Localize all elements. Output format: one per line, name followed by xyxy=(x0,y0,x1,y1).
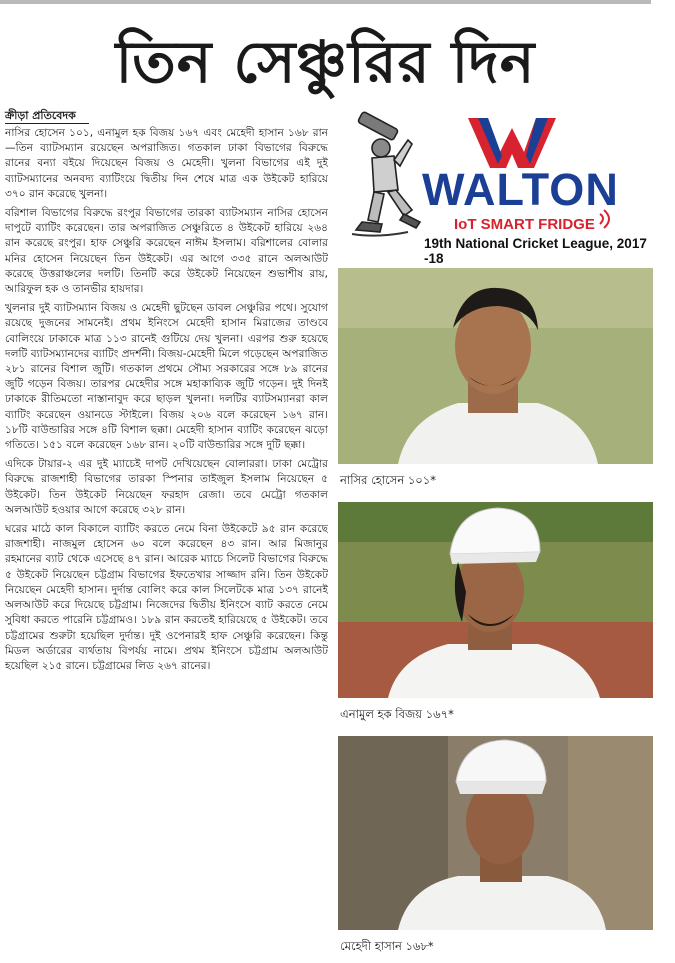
player-photo xyxy=(338,268,653,464)
article-paragraph: নাসির হোসেন ১০১, এনামুল হক বিজয় ১৬৭ এবং মেহেদী হাসান ১৬৮ রান—তিন ব্যাটসম্যান রয়েছেন অপরাজিত। গতকাল ঢাকা বিভাগের বিরুদ্ধে রানের বন্যা বইয়ে দিয়েছেন বিজয় ও মেহেদী। খুলনা বিভাগের এই দুই ব্যাটসম্যানের অনবদ্য ব্যাটিংয়ে দ্বিতীয় দিন শেষে মাত্র এক উইকেট হারিয়ে ৩৭০ রান করেছে খুলনা। xyxy=(5,127,328,200)
headline: তিন সেঞ্চুরির দিন xyxy=(115,28,536,96)
top-rule xyxy=(0,0,651,4)
article-body xyxy=(5,126,328,960)
article-paragraph: এদিকে টায়ার-২ এর দুই ম্যাচেই দাপট দেখিয়েছেন বোলাররা। ঢাকা মেট্রোর বিরুদ্ধে রাজশাহী বিভাগের তারকা স্পিনার তাইজুল ইসলাম নিয়েছেন ৫ উইকেট। তিন উইকেট নিয়েছেন ফরহাদ রেজা। তবে মেট্রো গতকাল অলআউট হওয়ার আগে করেছে ৩২৮ রান। xyxy=(5,458,328,516)
byline-underline xyxy=(5,123,89,124)
sponsor-event: 19th National Cricket League, 2017 -18 xyxy=(424,236,647,266)
photo-caption: এনামুল হক বিজয় ১৬৭* xyxy=(340,707,454,721)
sponsor-brand: WALTON xyxy=(422,164,619,215)
article-paragraph: বরিশাল বিভাগের বিরুদ্ধে রংপুর বিভাগের তারকা ব্যাটসম্যান নাসির হোসেন দাপুটে ব্যাটিং করেছেন। তার অপরাজিত সেঞ্চুরিতে ৪ উইকেট হারিয়ে ২৬৪ রান করেছে রংপুর। হাফ সেঞ্চুরি করেছেন নাঈম ইসলাম। বরিশালের বোলার মনির হোসেন নিয়েছেন তিন উইকেট। এর আগে ৩৩৫ রানে অলআউট করেছে উত্তরাঞ্চলের দলটি। তিনটি করে উইকেট নিয়েছেন শুভাশীষ রায়, আরিফুল হক ও তানভীর হায়দার। xyxy=(5,207,328,296)
byline: ক্রীড়া প্রতিবেদক xyxy=(5,109,76,122)
photo-caption: নাসির হোসেন ১০১* xyxy=(340,473,436,487)
article-paragraph: ঘরের মাঠে কাল বিকালে ব্যাটিং করতে নেমে বিনা উইকেটে ৯৫ রান করেছে রাজশাহী। নাজমুল হোসেন ৬০ বলে করেছেন ৪৩ রান। আর মিজানুর রহমানের ব্যাট থেকে এসেছে ৪৭ রান। আরেক ম্যাচে সিলেট বিভাগের বিরুদ্ধে ৫ উইকেট নিয়েছেন চট্টগ্রাম বিভাগের ইফতেখার সাজ্জাদ রনি। তিন উইকেট নিয়েছেন মেহেদী হাসান। দুর্দান্ত বোলিং করে কাল সিলেটকে মাত্র ১৩৭ রানেই অলআউট করে দিয়েছে চট্টগ্রাম। নিজেদের দ্বিতীয় ইনিংসে ব্যাট করতে নেমে সুবিধা করতে পারেনি চট্টগ্রামও। ১৮৯ রান করতেই হারিয়েছে ৫ উইকেট। তবে চট্টগ্রামের শুরুটা হয়েছিল দুর্দান্ত। দুই ওপেনারই হাফ সেঞ্চুরি করেছেন। কিন্তু মিডল অর্ডারের ব্যর্থতায় বিপর্যয় নামে। প্রথম ইনিংসে চট্টগ্রাম অলআউট হয়েছিল ২১৫ রানে। চট্টগ্রামের লিড ২৬৭ রানের। xyxy=(5,523,328,672)
sponsor-product: IoT SMART FRIDGE xyxy=(454,216,595,233)
article-paragraph: খুলনার দুই ব্যাটসম্যান বিজয় ও মেহেদী ছুটছেন ডাবল সেঞ্চুরির পথে। সুযোগ রয়েছে দুজনের সামনেই। প্রথম ইনিংসে মেহেদী হাসান মিরাজের তাণ্ডবে বোলিংয়ে ঢাকাকে মাত্র ১১৩ রানেই গুটিয়ে দেয় খুলনা। এরপর শুরু হয়েছে দলটি ব্যাটসম্যানদের ব্যাটিং প্রদর্শনী। বিজয়-মেহেদী মিলে গড়েছেন অপরাজিত ২৮১ রানের বিশাল জুটি। গতকাল প্রথমে সৌম্য সরকারের সঙ্গে ৮৯ রানের জুটি গড়েন বিজয়। তারপর মেহেদীর সঙ্গে মহাকাব্যিক জুটি গড়েন। দুই দিনই ঢাকাকে রীতিমতো নাস্তানাবুদ করে ছাড়ল খুলনা। দলটির ব্যাটসম্যানরা কাল ব্যাটিং করেছেন ওয়ানডে স্টাইলে। বিজয় ২০৬ বলে করেছেন ১৬৭ রান। ১৮টি বাউন্ডারির সঙ্গে ৪টি বিশাল ছক্কা। মেহেদী হাসান ব্যাটিং করেছেন ঝড়ো গতিতে। ১৫১ বলে করেছেন ১৬৮ রান। ২০টি বাউন্ডারির সঙ্গে দুটি ছক্কা। xyxy=(5,302,328,452)
photo-caption: মেহেদী হাসান ১৬৮* xyxy=(340,939,434,953)
player-photo xyxy=(338,736,653,930)
player-photo xyxy=(338,502,653,698)
batsman-illustration xyxy=(352,111,420,235)
sponsor-logo xyxy=(338,110,654,266)
